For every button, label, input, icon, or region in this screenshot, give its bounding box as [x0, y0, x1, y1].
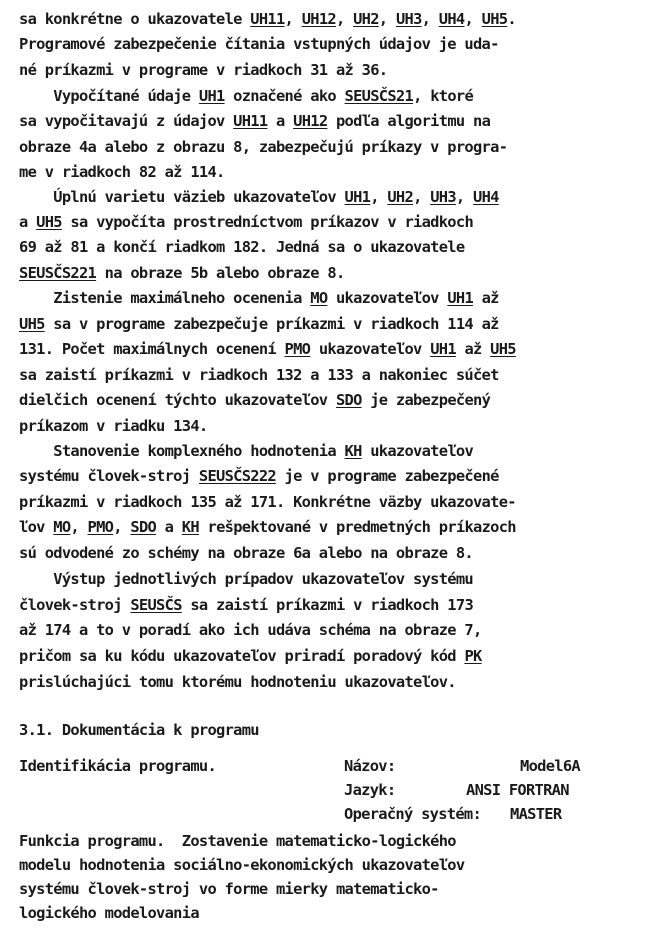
- text-line: [19, 493, 516, 511]
- text-line: [19, 570, 473, 588]
- indicator-code: SEUSČS222: [198, 467, 276, 485]
- indicator-code: KH: [344, 442, 362, 460]
- meta-value-name: Model6A: [520, 757, 580, 775]
- text-line: [19, 238, 464, 256]
- text-line: [19, 112, 490, 130]
- text-run: Stanovenie komplexného hodnotenia: [19, 442, 345, 460]
- text-run: obraze 4a alebo z obrazu 8, zabezpečujú príkazy v progra-: [19, 138, 508, 156]
- text-run: ,: [335, 10, 354, 28]
- indicator-code: UH5: [36, 213, 62, 231]
- text-run: rešpektované v predmetných príkazoch: [198, 518, 516, 536]
- text-run: dielčich ocenení týchto ukazovateľov: [19, 391, 336, 409]
- indicator-code: UH12: [293, 112, 328, 130]
- function-line: Funkcia programu. Zostavenie matematicko-logického: [19, 832, 456, 850]
- identification-label: Identifikácia programu.: [19, 757, 217, 775]
- text-run: príkazom v riadku 134.: [19, 417, 208, 435]
- text-run: ukazovateľov: [310, 340, 431, 358]
- text-run: ,: [370, 188, 388, 206]
- text-line: [19, 544, 473, 562]
- text-run: sú odvodené zo schémy na obraze 6a alebo na obraze 8.: [19, 544, 473, 562]
- text-run: označené ako: [224, 87, 345, 105]
- section-heading: 3.1. Dokumentácia k programu: [19, 721, 259, 739]
- text-run: až: [473, 289, 499, 307]
- text-run: prislúchajúci tomu ktorému hodnoteniu ukazovateľov.: [19, 673, 456, 691]
- indicator-code: UH2: [387, 188, 414, 206]
- text-run: Výstup jednotlivých prípadov ukazovateľov systému: [19, 570, 473, 588]
- indicator-code: SEUSČS21: [344, 87, 414, 105]
- text-run: 69 až 81 a končí riadkom 182. Jedná sa o ukazovatele: [19, 238, 465, 256]
- text-run: ,: [284, 10, 302, 28]
- text-line: [19, 213, 473, 231]
- meta-value-os: MASTER: [510, 805, 562, 823]
- text-run: a: [19, 213, 37, 231]
- indicator-code: UH4: [473, 188, 499, 206]
- indicator-code: UH1: [447, 289, 474, 307]
- function-line: modelu hodnotenia sociálno-ekonomických ukazovateľov: [19, 856, 465, 874]
- text-run: ukazovateľov: [361, 442, 474, 460]
- text-run: je v programe zabezpečené: [275, 467, 499, 485]
- text-run: až: [455, 340, 491, 358]
- indicator-code: KH: [181, 518, 199, 536]
- text-line: [19, 138, 507, 156]
- text-run: , ktoré: [413, 87, 474, 105]
- text-run: sa v programe zabezpečuje príkazmi v riadkoch 114 až: [44, 315, 499, 333]
- indicator-code: UH1: [198, 87, 225, 105]
- text-run: Vypočítané údaje: [19, 87, 199, 105]
- indicator-code: UH11: [233, 112, 268, 130]
- text-line: [19, 315, 499, 333]
- text-run: ,: [464, 10, 482, 28]
- indicator-code: MO: [310, 289, 328, 307]
- indicator-code: UH5: [481, 10, 508, 28]
- indicator-code: PMO: [87, 518, 114, 536]
- text-run: ľov: [19, 518, 54, 536]
- indicator-code: UH4: [438, 10, 465, 28]
- text-run: a: [156, 518, 182, 536]
- text-run: ,: [455, 188, 474, 206]
- meta-label-language: Jazyk:: [344, 781, 396, 799]
- meta-label-os: Operačný systém:: [344, 805, 482, 823]
- text-run: ukazovateľov: [327, 289, 448, 307]
- text-run: ,: [413, 188, 431, 206]
- text-line: [19, 340, 516, 358]
- text-line: [19, 442, 473, 460]
- text-line: [19, 518, 516, 536]
- text-line: [19, 391, 490, 409]
- text-line: [19, 621, 482, 639]
- text-run: né príkazmi v programe v riadkoch 31 až 36.: [19, 61, 388, 79]
- text-line: [19, 289, 499, 307]
- text-run: ,: [421, 10, 439, 28]
- text-run: sa vypočíta prostredníctvom príkazov v riadkoch: [61, 213, 474, 231]
- text-line: [19, 647, 482, 665]
- text-run: sa zaistí príkazmi v riadkoch 132 a 133 a nakoniec súčet: [19, 366, 499, 384]
- indicator-code: SDO: [335, 391, 362, 409]
- text-line: [19, 61, 387, 79]
- text-run: .: [507, 10, 516, 28]
- indicator-code: UH5: [19, 315, 45, 333]
- text-run: až 174 a to v poradí ako ich udáva schéma na obraze 7,: [19, 621, 482, 639]
- text-line: [19, 35, 499, 53]
- text-line: [19, 417, 207, 435]
- text-line: [19, 596, 473, 614]
- meta-label-name: Názov:: [344, 757, 396, 775]
- indicator-code: UH3: [430, 188, 456, 206]
- text-line: [19, 673, 456, 691]
- text-run: Programové zabezpečenie čítania vstupných údajov je uda-: [19, 35, 499, 53]
- text-run: pričom sa ku kódu ukazovateľov priradí poradový kód: [19, 647, 465, 665]
- text-run: ,: [113, 518, 131, 536]
- indicator-code: SEUSČS: [130, 596, 182, 614]
- text-run: ,: [70, 518, 88, 536]
- indicator-code: UH12: [301, 10, 336, 28]
- text-line: [19, 467, 499, 485]
- text-line: [19, 366, 499, 384]
- indicator-code: UH5: [490, 340, 516, 358]
- indicator-code: SEUSČS221: [19, 264, 97, 282]
- text-run: podľa algoritmu na: [327, 112, 491, 130]
- indicator-code: SDO: [130, 518, 157, 536]
- text-line: [19, 10, 516, 28]
- text-run: sa konkrétne o ukazovatele: [19, 10, 251, 28]
- text-run: systému človek-stroj: [19, 467, 199, 485]
- text-line: [19, 188, 499, 206]
- text-run: ,: [378, 10, 396, 28]
- indicator-code: PK: [464, 647, 482, 665]
- indicator-code: UH1: [430, 340, 456, 358]
- indicator-code: MO: [53, 518, 71, 536]
- text-run: Úplnú varietu väzieb ukazovateľov: [19, 188, 345, 206]
- function-line: systému človek-stroj vo forme mierky matematicko-: [19, 880, 439, 898]
- function-line: logického modelovania: [19, 904, 199, 922]
- text-run: sa vypočitavajú z údajov: [19, 112, 234, 130]
- text-line: [19, 264, 345, 282]
- text-run: na obraze 5b alebo obraze 8.: [96, 264, 345, 282]
- indicator-code: UH11: [250, 10, 285, 28]
- indicator-code: UH1: [344, 188, 371, 206]
- indicator-code: PMO: [284, 340, 311, 358]
- text-run: človek-stroj: [19, 596, 131, 614]
- text-run: me v riadkoch 82 až 114.: [19, 163, 225, 181]
- text-run: Zistenie maximálneho ocenenia: [19, 289, 311, 307]
- text-run: a: [267, 112, 294, 130]
- meta-value-language: ANSI FORTRAN: [466, 781, 569, 799]
- text-line: [19, 87, 473, 105]
- indicator-code: UH3: [395, 10, 422, 28]
- text-run: príkazmi v riadkoch 135 až 171. Konkrétne väzby ukazovate-: [19, 493, 516, 511]
- text-run: 131. Počet maximálnych ocenení: [19, 340, 285, 358]
- indicator-code: UH2: [353, 10, 379, 28]
- text-run: je zabezpečený: [361, 391, 491, 409]
- text-run: sa zaistí príkazmi v riadkoch 173: [181, 596, 474, 614]
- text-line: [19, 163, 225, 181]
